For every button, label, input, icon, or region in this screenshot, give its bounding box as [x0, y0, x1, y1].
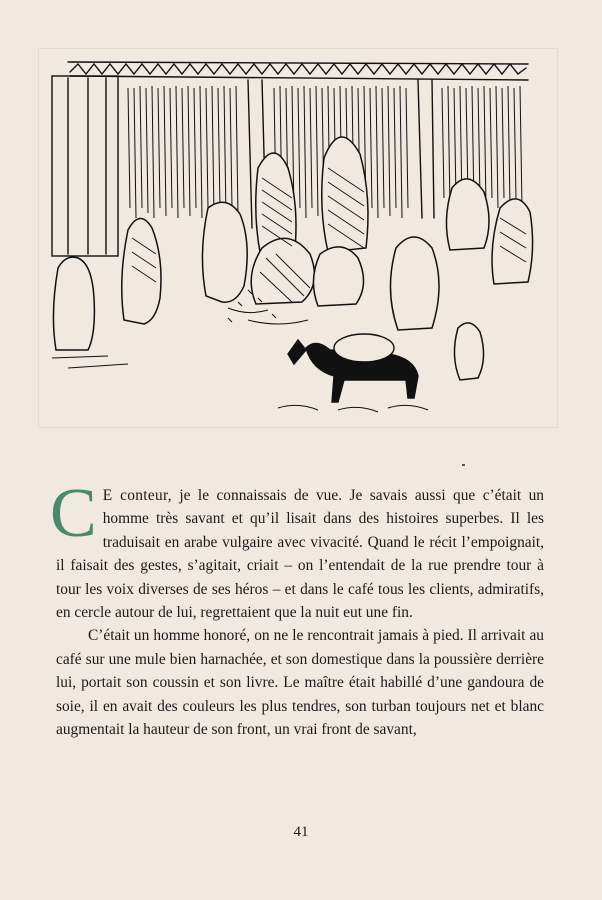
page-number: 41: [293, 824, 309, 840]
lead-words: E conteur,: [102, 487, 172, 504]
paragraph-1: [50, 475, 544, 624]
roof-zigzag: [70, 64, 526, 74]
paragraph-2: C’était un homme honoré, on ne le rencontrait jamais à pied. Il arrivait au café sur une mule bien harnachée, et son domestique dans la poussière derrière lui, portait son coussin et son livre. Le maître était habillé d’une gandoura de soie, il en avait des couleurs les plus tendres, son turban toujours net et blanc augmentait la hauteur de son front, un vrai front de savant,: [56, 627, 544, 739]
paragraph-1-text: je le connaissais de vue. Je savais aussi que c’était un homme très savant et qu’il lisait dans des histoires superbes. Il les traduisait en arabe vulgaire avec vivacité. Quand le récit l’empoignait, il faisait des gestes, s’agitait, criait – on l’entendait de la rue prendre tour à tour les voix diverses de ses héros – et dans le café tous les clients, admiratifs, en cercle autour de lui, regrettaient que la nuit eut une fin.: [56, 487, 544, 622]
left-pillar: [52, 76, 118, 256]
stray-mark: [462, 464, 465, 466]
donkey: [288, 334, 418, 402]
body-text: [50, 475, 544, 741]
market-scene-illustration: [48, 58, 534, 420]
drop-cap: C: [50, 475, 97, 552]
